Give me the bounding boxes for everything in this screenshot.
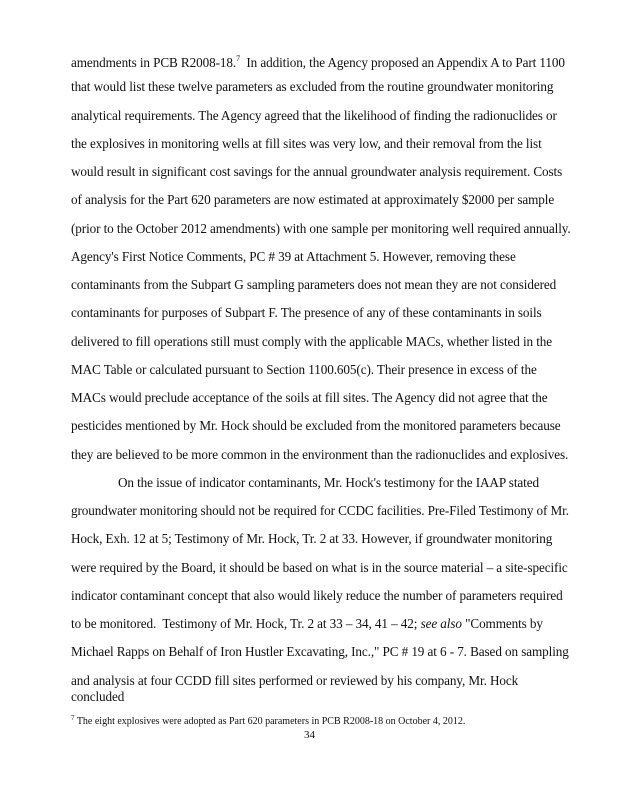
document-body [71,49,571,704]
text-line: (prior to the October 2012 amendments) with one sample per monitoring well required annually. [71,220,571,236]
footnote-text: The eight explosives were adopted as Part 620 parameters in PCB R2008-18 on October 4, 2012. [74,716,466,727]
text-line: that would list these twelve parameters as excluded from the routine groundwater monitoring [71,79,554,95]
text-line: delivered to fill operations still must comply with the applicable MACs, whether listed in the [71,333,553,349]
text-line: would result in significant cost savings for the annual groundwater analysis requirement. Costs [71,164,563,179]
text-line: of analysis for the Part 620 parameters are now estimated at approximately $2000 per sample [71,192,555,208]
page-number: 34 [304,729,315,741]
text-line: Hock, Exh. 12 at 5; Testimony of Mr. Hock, Tr. 2 at 33. However, if groundwater monitoring [71,531,553,547]
text-line: Michael Rapps on Behalf of Iron Hustler Excavating, Inc.," PC # 19 at 6 - 7. Based on sampling [71,644,569,660]
text-line: contaminants from the Subpart G sampling parameters does not mean they are not considered [71,277,557,292]
paragraph-start-line: On the issue of indicator contaminants, Mr. Hock's testimony for the IAAP stated [118,474,539,490]
text-line [71,49,571,77]
text-line [71,614,571,642]
footnote [71,714,465,727]
text-line: MAC Table or calculated pursuant to Section 1100.605(c). Their presence in excess of the [71,361,537,377]
text-line: groundwater monitoring should not be required for CCDC facilities. Pre-Filed Testimony of Mr. [71,503,569,518]
text-line: contaminants for purposes of Subpart F. The presence of any of these contaminants in soils [71,305,542,321]
text-line: and analysis at four CCDD fill sites performed or reviewed by his company, Mr. Hock [71,672,519,688]
text-span: amendments in PCB R2008-18. [71,55,237,70]
text-line: pesticides mentioned by Mr. Hock should be excluded from the monitored parameters because [71,418,561,434]
text-line: Agency's First Notice Comments, PC # 39 at Attachment 5. However, removing these [71,248,516,264]
text-line: were required by the Board, it should be based on what is in the source material – a site-specific [71,559,568,575]
text-line: indicator contaminant concept that also would likely reduce the number of parameters required [71,587,563,603]
footnote-reference[interactable]: 7 [236,54,240,63]
text-span: concluded [71,688,125,704]
text-line: analytical requirements. The Agency agreed that the likelihood of finding the radionuclides or [71,107,557,123]
italic-signal: see also [420,616,462,631]
text-line: MACs would preclude acceptance of the soils at fill sites. The Agency did not agree that the [71,390,548,405]
text-line: the explosives in monitoring wells at fill sites was very low, and their removal from the list [71,135,542,151]
text-line: they are believed to be more common in the environment than the radionuclides and explosives. [71,446,569,462]
text-span: "Comments by [461,616,543,631]
text-span: to be monitored. Testimony of Mr. Hock, Tr. 2 at 33 – 34, 41 – 42; [71,616,421,631]
text-span: In addition, the Agency proposed an Appendix A to Part 1100 [239,55,565,70]
footnote-marker: 7 [71,714,75,722]
